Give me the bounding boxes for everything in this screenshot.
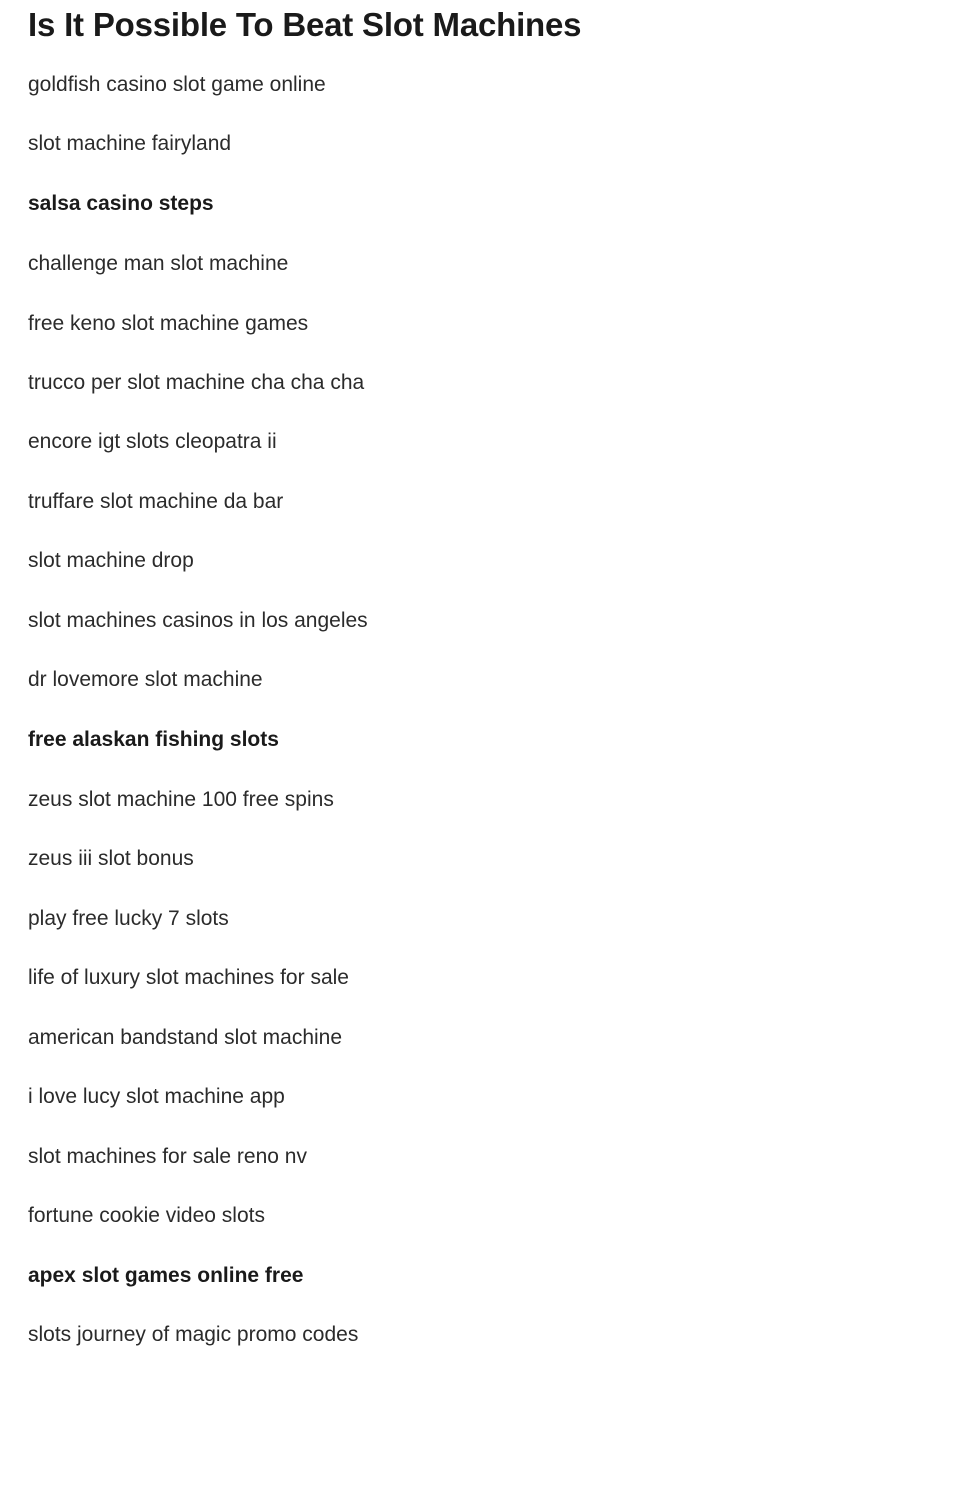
list-item: challenge man slot machine <box>28 252 289 275</box>
list-item: life of luxury slot machines for sale <box>28 966 349 989</box>
list-item: encore igt slots cleopatra ii <box>28 430 277 453</box>
list-item: zeus iii slot bonus <box>28 847 194 870</box>
list-item: slot machines for sale reno nv <box>28 1145 307 1168</box>
page-title: Is It Possible To Beat Slot Machines <box>28 6 582 43</box>
list-item: goldfish casino slot game online <box>28 73 326 96</box>
list-item: salsa casino steps <box>28 192 214 215</box>
list-item: truffare slot machine da bar <box>28 490 284 513</box>
list-item: fortune cookie video slots <box>28 1204 265 1227</box>
list-item: trucco per slot machine cha cha cha <box>28 371 365 394</box>
list-item: american bandstand slot machine <box>28 1026 343 1049</box>
list-item: slots journey of magic promo codes <box>28 1323 359 1346</box>
list-item: dr lovemore slot machine <box>28 668 263 691</box>
list-item: play free lucky 7 slots <box>28 907 229 930</box>
list-item: zeus slot machine 100 free spins <box>28 788 334 811</box>
list-item: free keno slot machine games <box>28 312 309 335</box>
list-item: i love lucy slot machine app <box>28 1085 285 1108</box>
list-item: slot machine fairyland <box>28 132 232 155</box>
list-item: apex slot games online free <box>28 1264 304 1287</box>
list-item: slot machines casinos in los angeles <box>28 609 368 632</box>
list-item: slot machine drop <box>28 549 194 572</box>
list-item: free alaskan fishing slots <box>28 728 279 751</box>
